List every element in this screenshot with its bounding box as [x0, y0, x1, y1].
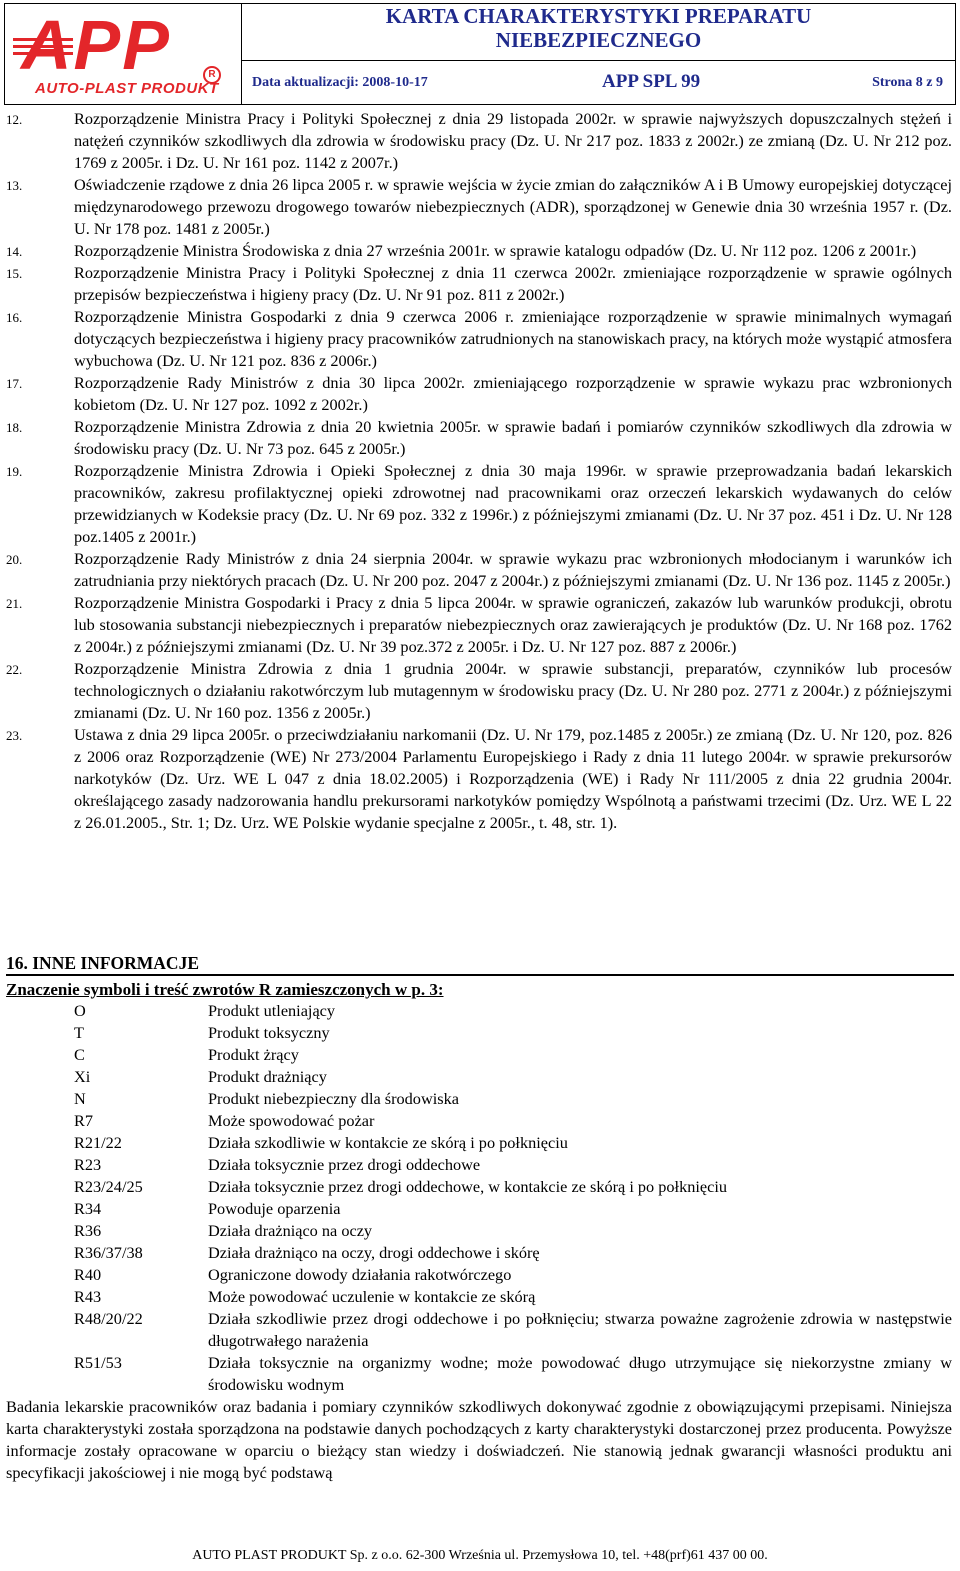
symbol-code: N — [74, 1089, 86, 1108]
symbol-code: R43 — [74, 1287, 102, 1306]
symbol-meaning: Działa szkodliwie w kontakcie ze skórą i po połknięciu — [208, 1133, 568, 1152]
symbol-meaning: Działa toksycznie przez drogi oddechowe, w kontakcie ze skórą i po połknięciu — [208, 1177, 727, 1196]
symbol-item — [6, 1154, 952, 1176]
title-line-2: NIEBEZPIECZNEGO — [495, 28, 702, 52]
reference-text: Rozporządzenie Ministra Zdrowia z dnia 20 kwietnia 2005r. w sprawie badań i pomiarów czynników szkodliwych dla zdrowia w środowisku pracy (Dz. U. Nr 73 poz. 645 z 2005r.) — [74, 417, 952, 458]
reference-text: Oświadczenie rządowe z dnia 26 lipca 2005 r. w sprawie wejścia w życie zmian do załączników A i B Umowy europejskiej dotyczącej międzynarodowego przewozu drogowego towarów niebezpiecznych (ADR), sporządzonej w Genewie dnia 30 września 1957 r. (Dz. U. Nr 178 poz. 1481 z 2005r.) — [74, 175, 952, 238]
reference-item — [6, 460, 952, 548]
symbol-meaning: Produkt żrący — [208, 1045, 299, 1064]
symbol-item — [6, 1242, 952, 1264]
symbol-item — [6, 1066, 952, 1088]
reference-text: Rozporządzenie Ministra Zdrowia z dnia 1 grudnia 2004r. w sprawie substancji, preparatów, czynników lub procesów technologicznych o działaniu rakotwórczym lub mutagennym w środowisku pracy (Dz. U. Nr 280 poz. 2771 z 2004r.) z późniejszymi zmianami (Dz. U. Nr 160 poz. 1356 z 2005r.) — [74, 659, 952, 722]
reference-text: Rozporządzenie Ministra Pracy i Polityki Społecznej z dnia 29 listopada 2002r. w sprawie najwyższych dopuszczalnych stężeń i natężeń czynników szkodliwych dla zdrowia w środowisku pracy (Dz. U. Nr 217 poz. 1833 z 2002r.) ze zmianą (Dz. U. Nr 212 poz. 1769 z 2005r. i Dz. U. Nr 161 poz. 1142 z 2007r.) — [74, 109, 952, 172]
symbol-code: R36 — [74, 1221, 102, 1240]
symbol-meaning: Produkt niebezpieczny dla środowiska — [208, 1089, 459, 1108]
reference-item — [6, 724, 952, 834]
symbol-code: R7 — [74, 1111, 94, 1130]
symbols-list — [6, 1000, 952, 1396]
symbols-heading: Znaczenie symboli i treść zwrotów R zamieszczonych w p. 3: — [6, 980, 444, 999]
registered-mark-icon: R — [203, 66, 221, 84]
symbol-item — [6, 1352, 952, 1396]
symbol-item — [6, 1176, 952, 1198]
reference-number: 21. — [6, 596, 23, 611]
symbol-code: R40 — [74, 1265, 102, 1284]
reference-number: 14. — [6, 244, 23, 259]
symbol-meaning: Powoduje oparzenia — [208, 1199, 341, 1218]
reference-text: Rozporządzenie Ministra Gospodarki z dnia 9 czerwca 2006 r. zmieniające rozporządzenie w sprawie minimalnych wymagań dotyczących bezpieczeństwa i higieny pracy pracowników zatrudnionych na stanowiskach pracy, na których może wystąpić atmosfera wybuchowa (Dz. U. Nr 121 poz. 836 z 2006r.) — [74, 307, 952, 370]
logo-subtext: AUTO-PLAST PRODUKT — [35, 80, 219, 97]
logo-text: APP — [21, 6, 171, 84]
reference-text: Rozporządzenie Rady Ministrów z dnia 30 lipca 2002r. zmieniającego rozporządzenie w sprawie wykazu prac wzbronionych kobietom (Dz. U. Nr 127 poz. 1092 z 2002r.) — [74, 373, 952, 414]
reference-item — [6, 262, 952, 306]
reference-number: 22. — [6, 662, 23, 677]
symbol-code: R51/53 — [74, 1353, 122, 1372]
document-header — [4, 3, 956, 105]
symbol-code: Xi — [74, 1067, 91, 1086]
reference-number: 19. — [6, 464, 23, 479]
reference-number: 13. — [6, 178, 23, 193]
reference-number: 20. — [6, 552, 23, 567]
reference-item — [6, 306, 952, 372]
reference-item — [6, 416, 952, 460]
reference-text: Rozporządzenie Ministra Gospodarki i Pracy z dnia 5 lipca 2004r. w sprawie ograniczeń, zakazów lub warunków produkcji, obrotu lub stosowania substancji niebezpiecznych i preparatów niebezpiecznych oraz zawierających je produktów (Dz. U. Nr 168 poz. 1762 z 2004r.) z późniejszymi zmianami (Dz. U. Nr 39 poz.372 z 2005r. i Dz. U. Nr 127 poz. 887 z 2006r.) — [74, 593, 952, 656]
symbol-item — [6, 1000, 952, 1022]
reference-item — [6, 592, 952, 658]
reference-item — [6, 240, 952, 262]
reference-item — [6, 372, 952, 416]
symbol-item — [6, 1132, 952, 1154]
symbol-item — [6, 1220, 952, 1242]
reference-number: 17. — [6, 376, 23, 391]
section-heading: 16. INNE INFORMACJE — [6, 952, 954, 976]
symbol-code: R48/20/22 — [74, 1309, 143, 1328]
symbol-meaning: Działa toksycznie przez drogi oddechowe — [208, 1155, 481, 1174]
closing-paragraph: Badania lekarskie pracowników oraz badania i pomiary czynników szkodliwych dokonywać zgodnie z obowiązującymi przepisami. Niniejsza karta charakterystyki została sporządzona na podstawie danych pochodzących z karty charakterystyki dostarczonej przez producenta. Powyższe informacje zostały opracowane w oparciu o bieżący stan wiedzy i doświadczeń. Nie stanowią jednak gwarancji własności produktu ani specyfikacji jakościowej i nie mogą być podstawą — [6, 1397, 952, 1482]
symbol-item — [6, 1308, 952, 1352]
symbol-meaning: Może spowodować pożar — [208, 1111, 375, 1130]
title-line-1: KARTA CHARAKTERYSTYKI PREPARATU — [385, 4, 812, 28]
reference-item — [6, 174, 952, 240]
company-logo — [5, 4, 242, 104]
reference-text: Rozporządzenie Ministra Środowiska z dnia 27 września 2001r. w sprawie katalogu odpadów (Dz. U. Nr 112 poz. 1206 z 2001r.) — [74, 241, 917, 260]
symbol-code: R23/24/25 — [74, 1177, 143, 1196]
reference-text: Rozporządzenie Ministra Pracy i Polityki Społecznej z dnia 11 czerwca 2002r. zmieniające rozporządzenie w sprawie ogólnych przepisów bezpieczeństwa i higieny pracy (Dz. U. Nr 91 poz. 811 z 2002r.) — [74, 263, 952, 304]
reference-number: 23. — [6, 728, 23, 743]
symbol-item — [6, 1110, 952, 1132]
symbol-code: T — [74, 1023, 84, 1042]
page-number: Strona 8 z 9 — [872, 75, 943, 90]
symbol-code: R36/37/38 — [74, 1243, 143, 1262]
symbol-meaning: Ograniczone dowody działania rakotwórczego — [208, 1265, 512, 1284]
symbol-item — [6, 1286, 952, 1308]
symbol-code: R34 — [74, 1199, 102, 1218]
symbol-item — [6, 1044, 952, 1066]
symbol-code: R23 — [74, 1155, 102, 1174]
symbol-code: R21/22 — [74, 1133, 122, 1152]
reference-number: 15. — [6, 266, 23, 281]
symbol-code: C — [74, 1045, 85, 1064]
reference-item — [6, 658, 952, 724]
symbol-meaning: Działa toksycznie na organizmy wodne; może powodować długo utrzymujące się niekorzystne zmiany w środowisku wodnym — [208, 1353, 952, 1394]
symbol-meaning: Może powodować uczulenie w kontakcie ze skórą — [208, 1287, 536, 1306]
reference-item — [6, 548, 952, 592]
reference-text: Rozporządzenie Rady Ministrów z dnia 24 sierpnia 2004r. w sprawie wykazu prac wzbronionych młodocianym i warunków ich zatrudniania przy niektórych pracach (Dz. U. Nr 200 poz. 2047 z 2004r.) z późniejszymi zmianami (Dz. U. Nr 136 poz. 1145 z 2005r.) — [74, 549, 952, 590]
symbol-meaning: Działa drażniąco na oczy — [208, 1221, 373, 1240]
symbol-item — [6, 1264, 952, 1286]
header-meta — [242, 61, 955, 104]
symbol-meaning: Działa szkodliwie przez drogi oddechowe i po połknięciu; stwarza poważne zagrożenie zdrowia w następstwie długotrwałego narażenia — [208, 1309, 952, 1350]
reference-number: 18. — [6, 420, 23, 435]
symbol-meaning: Produkt toksyczny — [208, 1023, 330, 1042]
symbol-item — [6, 1022, 952, 1044]
document-title — [242, 4, 955, 61]
page-footer: AUTO PLAST PRODUKT Sp. z o.o. 62-300 Września ul. Przemysłowa 10, tel. +48(prf)61 437 00 00. — [192, 1548, 768, 1563]
reference-text: Ustawa z dnia 29 lipca 2005r. o przeciwdziałaniu narkomanii (Dz. U. Nr 179, poz.1485 z 2005r.) ze zmianą (Dz. U. Nr 120, poz. 826 z 2006 oraz Rozporządzenie (WE) Nr 273/2004 Parlamentu Europejskiego i Rady z dnia 11 lutego 2004r. w sprawie prekursorów narkotyków (Dz. Urz. WE L 047 z dnia 18.02.2005) i Rozporządzenia (WE) i Rady Nr 111/2005 z dnia 22 grudnia 2004r. określającego zasady nadzorowania handlu prekursorami narkotyków pomiędzy Wspólnotą a państwami trzecimi (Dz. Urz. WE L 22 z 26.01.2005., Str. 1; Dz. Urz. WE Polskie wydanie specjalne z 2005r., t. 48, str. 1). — [74, 725, 952, 832]
symbol-item — [6, 1088, 952, 1110]
reference-item — [6, 108, 952, 174]
symbol-meaning: Działa drażniąco na oczy, drogi oddechowe i skórę — [208, 1243, 540, 1262]
reference-text: Rozporządzenie Ministra Zdrowia i Opieki Społecznej z dnia 30 maja 1996r. w sprawie przeprowadzania badań lekarskich pracowników, zakresu profilaktycznej opieki zdrowotnej nad pracownikami oraz orzeczeń lekarskich wydawanych do celów przewidzianych w Kodeksie pracy (Dz. U. Nr 69 poz. 332 z 1996r.) z późniejszymi zmianami (Dz. U. Nr 37 poz. 451 i Dz. U. Nr 128 poz.1405 z 2001r.) — [74, 461, 952, 546]
symbol-item — [6, 1198, 952, 1220]
symbol-meaning: Produkt drażniący — [208, 1067, 327, 1086]
update-date: Data aktualizacji: 2008-10-17 — [252, 75, 428, 90]
symbol-code: O — [74, 1001, 86, 1020]
legal-references-list — [6, 108, 952, 834]
reference-number: 16. — [6, 310, 23, 325]
reference-number: 12. — [6, 112, 23, 127]
product-name: APP SPL 99 — [602, 71, 701, 92]
symbol-meaning: Produkt utleniający — [208, 1001, 336, 1020]
